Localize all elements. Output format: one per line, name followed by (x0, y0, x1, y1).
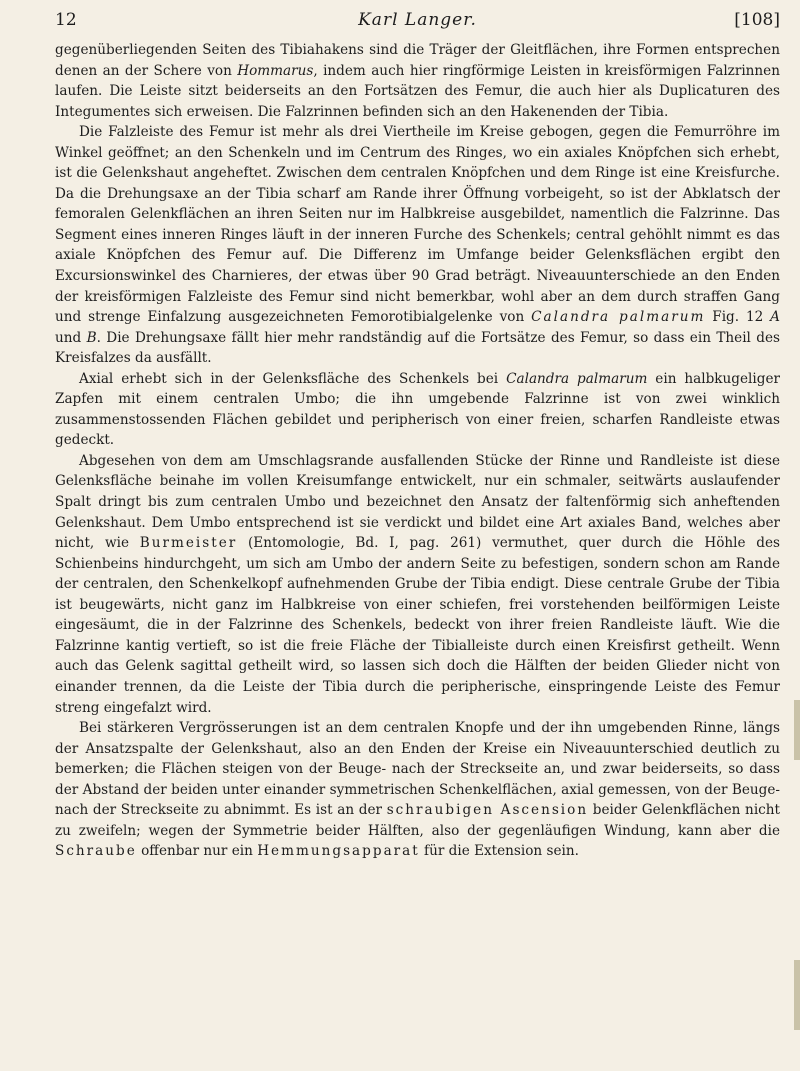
text-run: Bei stärkeren Vergrösserungen ist an dem centralen Knopfe und der ihn umgebenden Rinne, längs der Ansatzspalte der Gelenkshaut, also an den Enden der Kreise ein Niveauunterschied deutlich zu bemerken; die Flächen steigen von der Beuge- nach der Streckseite an, und zwar beiderseits, so dass der Abstand der beiden unter einander symmetrischen Schenkelflächen, axial gemessen, von der Beuge- nach der Streckseite zu abnimmt. Es ist an der (55, 720, 780, 819)
emphasized-text: Hemmungsapparat (257, 843, 420, 860)
running-title: Karl Langer. (358, 10, 477, 30)
emphasized-text: B (86, 329, 97, 346)
text-run: gegenüberliegenden Seiten des Tibiahakens sind die Träger der Gleitflächen, ihre Formen entsprechen denen an der Schere von (55, 42, 780, 79)
page-edge-shadow (794, 700, 800, 760)
text-run: offenbar nur ein (136, 843, 258, 860)
emphasized-text: Burmeister (139, 535, 238, 552)
text-run: Fig. 12 (705, 309, 771, 326)
paragraph-p5 (55, 718, 780, 862)
paragraph-p2 (55, 122, 780, 369)
emphasized-text: schraubigen Ascension (386, 802, 589, 819)
page-number: 12 (55, 10, 77, 30)
text-run: Axial erhebt sich in der Gelenksfläche des Schenkels bei (79, 370, 507, 387)
body-text (55, 40, 780, 862)
emphasized-text: Calandra palmarum (506, 370, 648, 387)
text-run: Die Falzleiste des Femur ist mehr als drei Viertheile im Kreise gebogen, gegen die Femurröhre im Winkel geöffnet; an den Schenkeln und im Centrum des Ringes, wo ein axiales Knöpfchen sich erhebt, ist die Gelenkshaut angeheftet. Zwischen dem centralen Knöpfchen und dem Ringe ist eine Kreisfurche. Da die Drehungsaxe an der Tibia scharf am Rande ihrer Öffnung vorbeigeht, so ist der Abklatsch der femoralen Gelenkflächen an ihren Seiten nur im Halbkreise ausgebildet, namentlich die Falzrinne. Das Segment eines inneren Ringes läuft in der inneren Furche des Schenkels; central gehöhlt nimmt es das axiale Knöpfchen des Femur auf. Die Differenz im Umfange beider Gelenksflächen ergibt den Excursionswinkel des Charnieres, der etwas über 90 Grad beträgt. Niveauunterschiede an den Enden der kreisförmigen Falzleiste des Femur sind nicht bemerkbar, wohl aber an dem durch straffen Gang und strenge Einfalzung ausgezeichneten Femorotibialgelenke von (55, 124, 780, 326)
text-run: für die Extension sein. (419, 843, 579, 860)
page-header (55, 6, 780, 34)
text-run: beider Gelenkflächen nicht zu zweifeln; wegen der Symmetrie beider Hälften, also der gegenläufigen Windung, kann aber die (55, 802, 780, 839)
paragraph-p4 (55, 451, 780, 718)
page-edge-shadow-lower (794, 960, 800, 1030)
text-run: , indem auch hier ringförmige Leisten in kreisförmigen Falzrinnen laufen. Die Leiste sitzt beiderseits an den Fortsätzen des Femur, die auch hier als Duplicaturen des Integumentes sich erweisen. Die Falzrinnen befinden sich an den Hakenenden der Tibia. (55, 62, 780, 120)
text-run: Abgesehen von dem am Umschlagsrande ausfallenden Stücke der Rinne und Randleiste ist diese Gelenksfläche beinahe im vollen Kreisumfange entwickelt, nur ein schmaler, seitwärts auslaufender Spalt dringt bis zum centralen Umbo und bezeichnet den Ansatz der faltenförmig sich anheftenden Gelenkshaut. Dem Umbo entsprechend ist sie verdickt und bildet eine Art axiales Band, welches aber nicht, wie (55, 452, 780, 552)
text-run: (Entomologie, Bd. I, pag. 261) vermuthet, quer durch die Höhle des Schienbeins hindurchgeht, um sich am Umbo der andern Seite zu befestigen, sondern schon am Rande der centralen, den Schenkelkopf aufnehmenden Grube der Tibia endigt. Diese centrale Grube der Tibia ist beugewärts, nicht ganz im Halbkreise von einer schiefen, frei vorstehenden beilförmigen Leiste eingesäumt, die in der Falzrinne des Schenkels, bedeckt von ihrer freien Randleiste läuft. Wie die Falzrinne kantig vertieft, so ist die freie Fläche der Tibialleiste durch einen Kreisfirst getheilt. Wenn auch das Gelenk sagittal getheilt wird, so lassen sich doch die Hälften der beiden Glieder nicht von einander trennen, da die Leiste der Tibia durch die peripherische, einspringende Leiste des Femur streng eingefalzt wird. (55, 535, 780, 716)
emphasized-text: Schraube (55, 843, 137, 860)
emphasized-text: A (770, 309, 780, 326)
paragraph-p1 (55, 40, 780, 122)
section-reference: [108] (734, 10, 780, 30)
emphasized-text: Hommarus (237, 62, 314, 79)
text-run: und (55, 329, 87, 346)
paragraph-p3 (55, 369, 780, 451)
emphasized-text: Calandra palmarum (531, 309, 706, 326)
text-run: . Die Drehungsaxe fällt hier mehr randständig auf die Fortsätze des Femur, so dass ein Theil des Kreisfalzes da ausfällt. (55, 329, 780, 367)
text-run: ein halbkugeliger Zapfen mit einem centralen Umbo; die ihn umgebende Falzrinne ist von zwei winklich zusammenstossenden Flächen gebildet und peripherisch von einer freien, scharfen Randleiste etwas gedeckt. (55, 370, 780, 449)
